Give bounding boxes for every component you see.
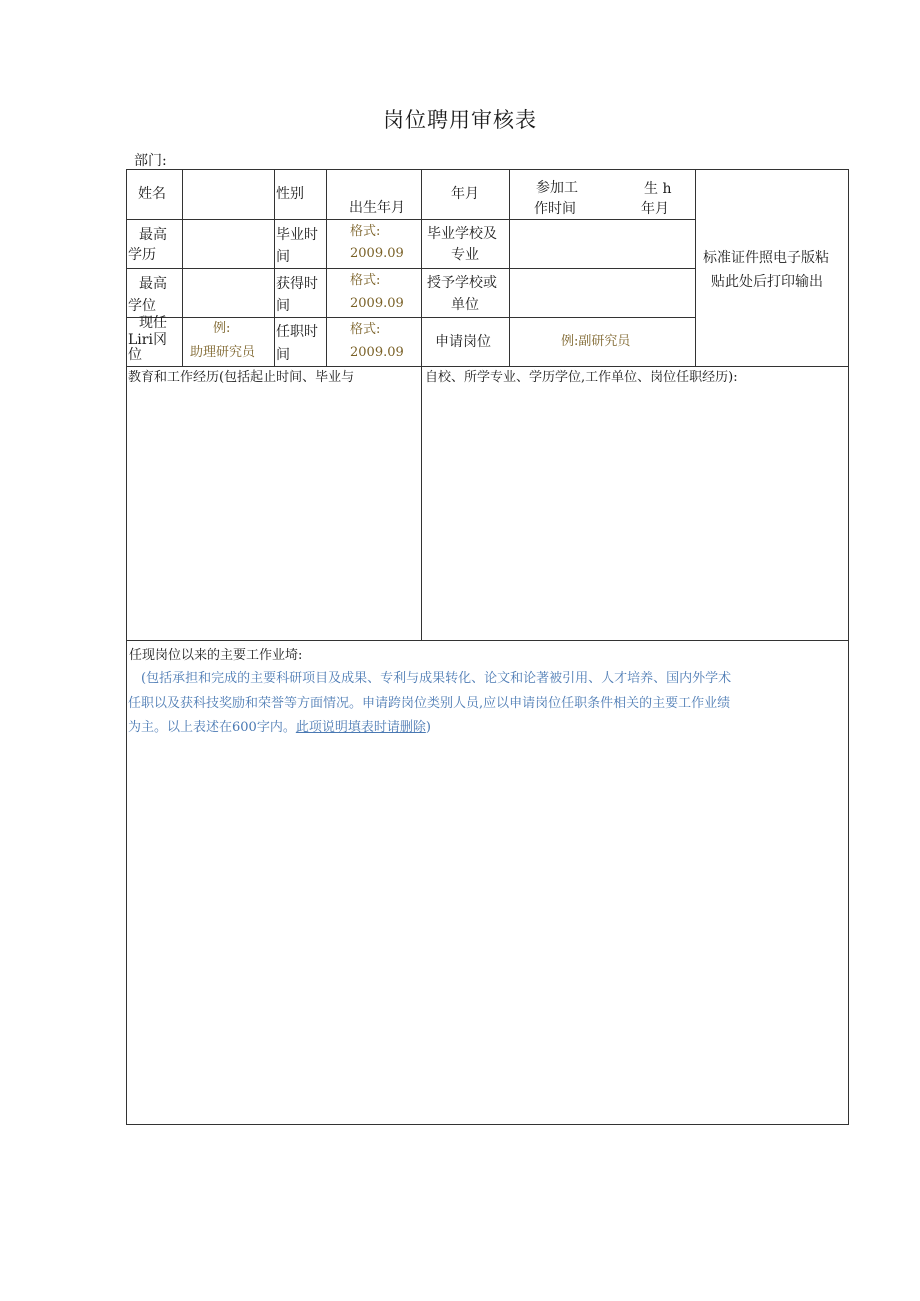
- achievement-note-line3-prefix: 为主。以上表述在600字内。: [128, 720, 296, 735]
- gender-label: 性别: [276, 186, 304, 202]
- education-section-label-left: 教育和工作经历(包括起止时间、毕业与: [128, 370, 355, 385]
- photo-note-line2: 贴此处后打印输出: [711, 274, 823, 290]
- name-field[interactable]: [184, 170, 273, 218]
- apply-post-example[interactable]: 例:副研究员: [561, 334, 631, 349]
- format-hint-example[interactable]: 2009.09: [350, 345, 404, 360]
- highest-degree-label-a: 最高: [139, 276, 167, 292]
- current-post-example-label: 例:: [213, 321, 231, 336]
- achievement-note-line2: 任职以及获科技奖励和荣誉等方面情况。申请跨岗位类别人员,应以申请岗位任职条件相关的主要工作业绩: [128, 696, 731, 711]
- education-left-field[interactable]: [128, 392, 420, 638]
- photo-note-line1: 标准证件照电子版粘: [703, 250, 829, 266]
- current-post-label-c: 位: [128, 347, 142, 363]
- achievement-field[interactable]: [128, 742, 847, 1122]
- obtain-time-label-a: 获得时: [276, 276, 318, 292]
- delete-note-link[interactable]: 此项说明填表时请删除: [295, 720, 426, 735]
- degree-field[interactable]: [184, 269, 273, 316]
- current-post-example[interactable]: 助理研究员: [190, 345, 256, 360]
- name-label: 姓名: [138, 186, 166, 202]
- education-right-field[interactable]: [423, 392, 847, 638]
- work-start-label-b: 作时间: [534, 201, 576, 217]
- format-hint-label: 格式:: [350, 273, 381, 288]
- current-post-label-b: Liri冈: [128, 332, 167, 348]
- graduation-school-label-b: 专业: [451, 247, 479, 263]
- format-hint-label: 格式:: [350, 322, 381, 337]
- apply-post-label: 申请岗位: [435, 334, 491, 350]
- appointment-time-label-a: 任职时: [276, 324, 318, 340]
- format-hint-example[interactable]: 2009.09: [350, 296, 404, 311]
- graduation-time-label-a: 毕业时: [276, 227, 318, 243]
- granting-school-label-a: 授予学校或: [427, 275, 497, 291]
- graduation-school-label-a: 毕业学校及: [427, 226, 497, 242]
- format-hint-label: 格式:: [350, 224, 381, 239]
- work-start-label-a: 参加工: [536, 180, 578, 196]
- education-section-label-right: 自校、所学专业、学历学位,工作单位、岗位任职经历):: [425, 370, 738, 385]
- obtain-time-label-b: 间: [276, 298, 290, 314]
- highest-education-label-a: 最高: [139, 227, 167, 243]
- work-start-suffix-a: 生 h: [644, 181, 672, 197]
- form-title: 岗位聘用审核表: [383, 108, 537, 132]
- granting-school-field[interactable]: [510, 269, 695, 316]
- graduation-school-field[interactable]: [510, 220, 695, 267]
- year-month-label: 年月: [451, 186, 479, 202]
- achievement-section-label: 任现岗位以来的主要工作业埼:: [129, 648, 303, 663]
- current-post-label-a: 现任: [139, 315, 167, 331]
- birth-date-label: 出生年月: [349, 200, 405, 216]
- achievement-note-line1: (包括承担和完成的主要科研项目及成果、专利与成果转化、论文和论著被引用、人才培养、国内外学术: [141, 671, 732, 686]
- achievement-note-line3-suffix: ): [425, 720, 431, 735]
- department-label: 部门:: [134, 153, 167, 169]
- highest-education-label-b: 学历: [128, 247, 156, 263]
- achievement-note-line3: [128, 717, 431, 739]
- format-hint-example[interactable]: 2009.09: [350, 246, 404, 261]
- work-start-suffix-b: 年月: [641, 201, 669, 217]
- appointment-time-label-b: 间: [276, 347, 290, 363]
- graduation-time-label-b: 间: [276, 249, 290, 265]
- highest-degree-label-b: 学位: [128, 298, 156, 314]
- granting-school-label-b: 单位: [451, 297, 479, 313]
- education-field[interactable]: [184, 220, 273, 267]
